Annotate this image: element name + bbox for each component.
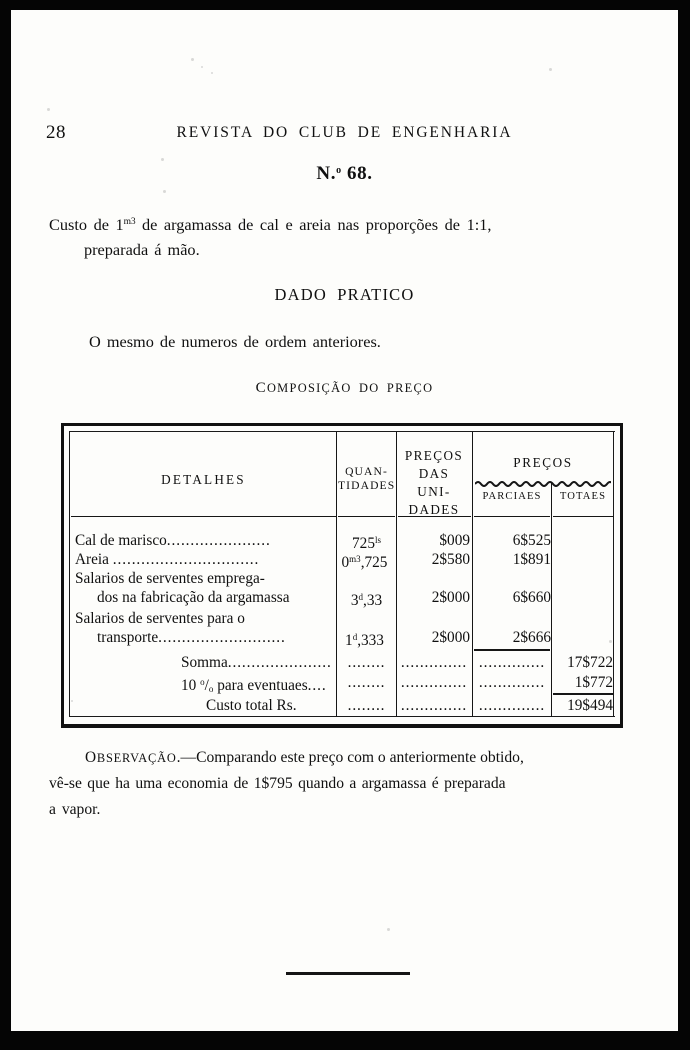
table-inner-rule-bottom (69, 716, 615, 717)
column-header-precos-das-unidades (398, 447, 470, 519)
item-number-prefix: N. (316, 163, 337, 184)
section-note: O mesmo de numeros de ordem anteriores. (89, 332, 381, 351)
row-quantity-unit: d (352, 632, 358, 642)
row-quantity-number: 0 (341, 554, 350, 571)
total-label: Custo total Rs. (206, 697, 297, 714)
row-unit-price: 2$000 (431, 629, 470, 646)
row-partial-price: 2$666 (512, 629, 551, 646)
precos-unidades-line1: PREÇOS (404, 448, 464, 463)
header-bottom-rule-totaes (553, 516, 613, 517)
table-total-row (181, 653, 332, 672)
intro-line-1a: Custo de 1 (49, 215, 124, 234)
header-bottom-rule-parciaes (474, 516, 550, 517)
scan-speck (211, 72, 213, 74)
total-par-dots: .............. (478, 697, 546, 714)
price-composition-table (61, 423, 623, 727)
column-header-precos-group: PREÇOS (513, 455, 573, 470)
composicao-rest: OMPOSIÇÃO DO PREÇO (266, 381, 434, 395)
column-header-quantidades-line1: QUAN- (345, 465, 388, 478)
wavy-divider-icon (475, 474, 611, 482)
row-quantity (338, 588, 395, 610)
row-quantity-number: 1 (345, 632, 353, 649)
observation-heading-initial: O (85, 749, 97, 766)
running-head (11, 122, 678, 146)
total-leader: ...................... (227, 654, 332, 671)
document-page (11, 10, 678, 1031)
scan-speck (549, 68, 552, 71)
table-border-bottom (61, 724, 623, 728)
total-label: Somma (181, 654, 228, 671)
totaes-final-rule (553, 693, 613, 695)
total-qty-dots: ........ (347, 654, 386, 671)
total-leader: .... (307, 677, 327, 694)
row-quantity-unit: d (358, 592, 364, 602)
row-quantity-unit: m3 (349, 554, 361, 564)
total-par-dots: .............. (478, 654, 546, 671)
percent-denominator: o (208, 684, 214, 694)
observation-heading (85, 751, 177, 765)
table-border-left (61, 423, 64, 728)
row-quantity-decimal: ,33 (363, 592, 383, 609)
total-uni-dots: .............. (400, 674, 468, 691)
header-bottom-rule-quant (338, 516, 395, 517)
total-qty-dots: ........ (347, 674, 386, 691)
observation-heading-rest: BSERVAÇÃO (96, 751, 177, 765)
total-label-pre: 10 (181, 677, 201, 694)
total-value: 19$494 (567, 697, 613, 714)
row-quantity-number: 3 (350, 592, 359, 609)
table-border-top (61, 423, 623, 426)
item-number (11, 163, 678, 185)
column-separator-detalhes (336, 432, 337, 717)
item-number-ordinal: o (336, 165, 342, 176)
column-header-parciaes: PARCIAES (482, 491, 542, 502)
column-header-quantidades (338, 465, 395, 493)
total-uni-dots: .............. (400, 654, 468, 671)
footer-divider (286, 972, 410, 975)
table-row (75, 609, 245, 628)
observation-line-3: a vapor. (49, 801, 101, 818)
row-label-line2: dos na fabricação da argamassa (97, 589, 290, 606)
observation-paragraph (49, 745, 649, 823)
row-unit-price: 2$000 (431, 589, 470, 606)
observation-line-1 (49, 745, 649, 771)
row-leader: ...................... (166, 532, 271, 549)
item-number-value: 68. (341, 163, 373, 184)
header-bottom-rule (71, 516, 336, 517)
row-label: Areia (75, 551, 113, 568)
scan-speck (47, 108, 50, 111)
row-quantity-unit: ls (374, 535, 381, 545)
page-number: 28 (46, 122, 66, 143)
column-separator-quantidades (396, 432, 397, 717)
row-quantity-decimal: ,725 (360, 554, 388, 571)
precos-unidades-line4: DADES (408, 502, 460, 517)
row-leader: ........................... (158, 629, 286, 646)
row-label-line2-wrap (75, 588, 290, 607)
section-heading-composicao (11, 380, 678, 397)
table-inner-rule-top (69, 431, 615, 432)
column-header-detalhes: DETALHES (161, 472, 246, 487)
table-row (75, 531, 271, 550)
parciaes-subtotal-rule (474, 649, 550, 651)
total-uni-dots: .............. (400, 697, 468, 714)
column-header-quantidades-line2: TIDADES (338, 479, 396, 492)
row-label-line2: transporte (97, 629, 159, 646)
row-partial-price: 6$525 (512, 532, 551, 549)
observation-text-1: .—Comparando este preço com o anteriormente obtido, (176, 749, 524, 766)
total-par-dots: .............. (478, 674, 546, 691)
row-label-line2-wrap (75, 628, 286, 647)
row-leader: ............................... (112, 551, 260, 568)
precos-unidades-line2: DAS (418, 466, 450, 481)
row-unit-price: $009 (439, 532, 470, 549)
intro-line-1b: de argamassa de cal e areia nas proporções de 1:1, (135, 215, 492, 234)
percent-numerator: o (200, 677, 205, 687)
row-label-line1: Salarios de serventes emprega- (75, 570, 265, 587)
intro-paragraph (49, 210, 649, 262)
scan-speck (163, 190, 166, 193)
precos-unidades-line3: UNI- (417, 484, 451, 499)
table-border-right (620, 423, 623, 728)
intro-unit-superscript: m3 (123, 217, 136, 227)
row-quantity (336, 628, 393, 650)
scan-speck (161, 158, 164, 161)
intro-line-1 (49, 210, 649, 237)
percent-symbol: $^o/_o$ (200, 677, 214, 694)
table-total-row (206, 696, 297, 715)
table-inner-rule-left (69, 431, 70, 717)
table-row (75, 569, 265, 588)
total-value: 1$772 (574, 674, 613, 691)
row-partial-price: 6$660 (512, 589, 551, 606)
observation-line-2: vê-se que ha uma economia de 1$795 quando a argamassa é preparada (49, 775, 506, 792)
composicao-initial: C (255, 380, 267, 396)
journal-title: REVISTA DO CLUB DE ENGENHARIA (176, 124, 513, 141)
total-value: 17$722 (567, 654, 613, 671)
row-quantity (336, 550, 393, 572)
row-label-line1: Salarios de serventes para o (75, 610, 245, 627)
row-quantity-number: 725 (352, 535, 375, 552)
section-heading-dado-pratico: DADO PRATICO (274, 285, 415, 304)
table-row (75, 550, 259, 569)
row-quantity-decimal: ,333 (357, 632, 384, 649)
scan-speck (191, 58, 194, 61)
column-header-totaes: TOTAES (559, 491, 607, 502)
scan-speck (387, 928, 390, 931)
scan-speck (201, 66, 203, 68)
intro-line-2: preparada á mão. (84, 240, 200, 259)
total-qty-dots: ........ (347, 697, 386, 714)
row-partial-price: 1$891 (512, 551, 551, 568)
row-unit-price: 2$580 (431, 551, 470, 568)
total-label-post: para eventuaes (213, 677, 308, 694)
row-label: Cal de marisco (75, 532, 167, 549)
